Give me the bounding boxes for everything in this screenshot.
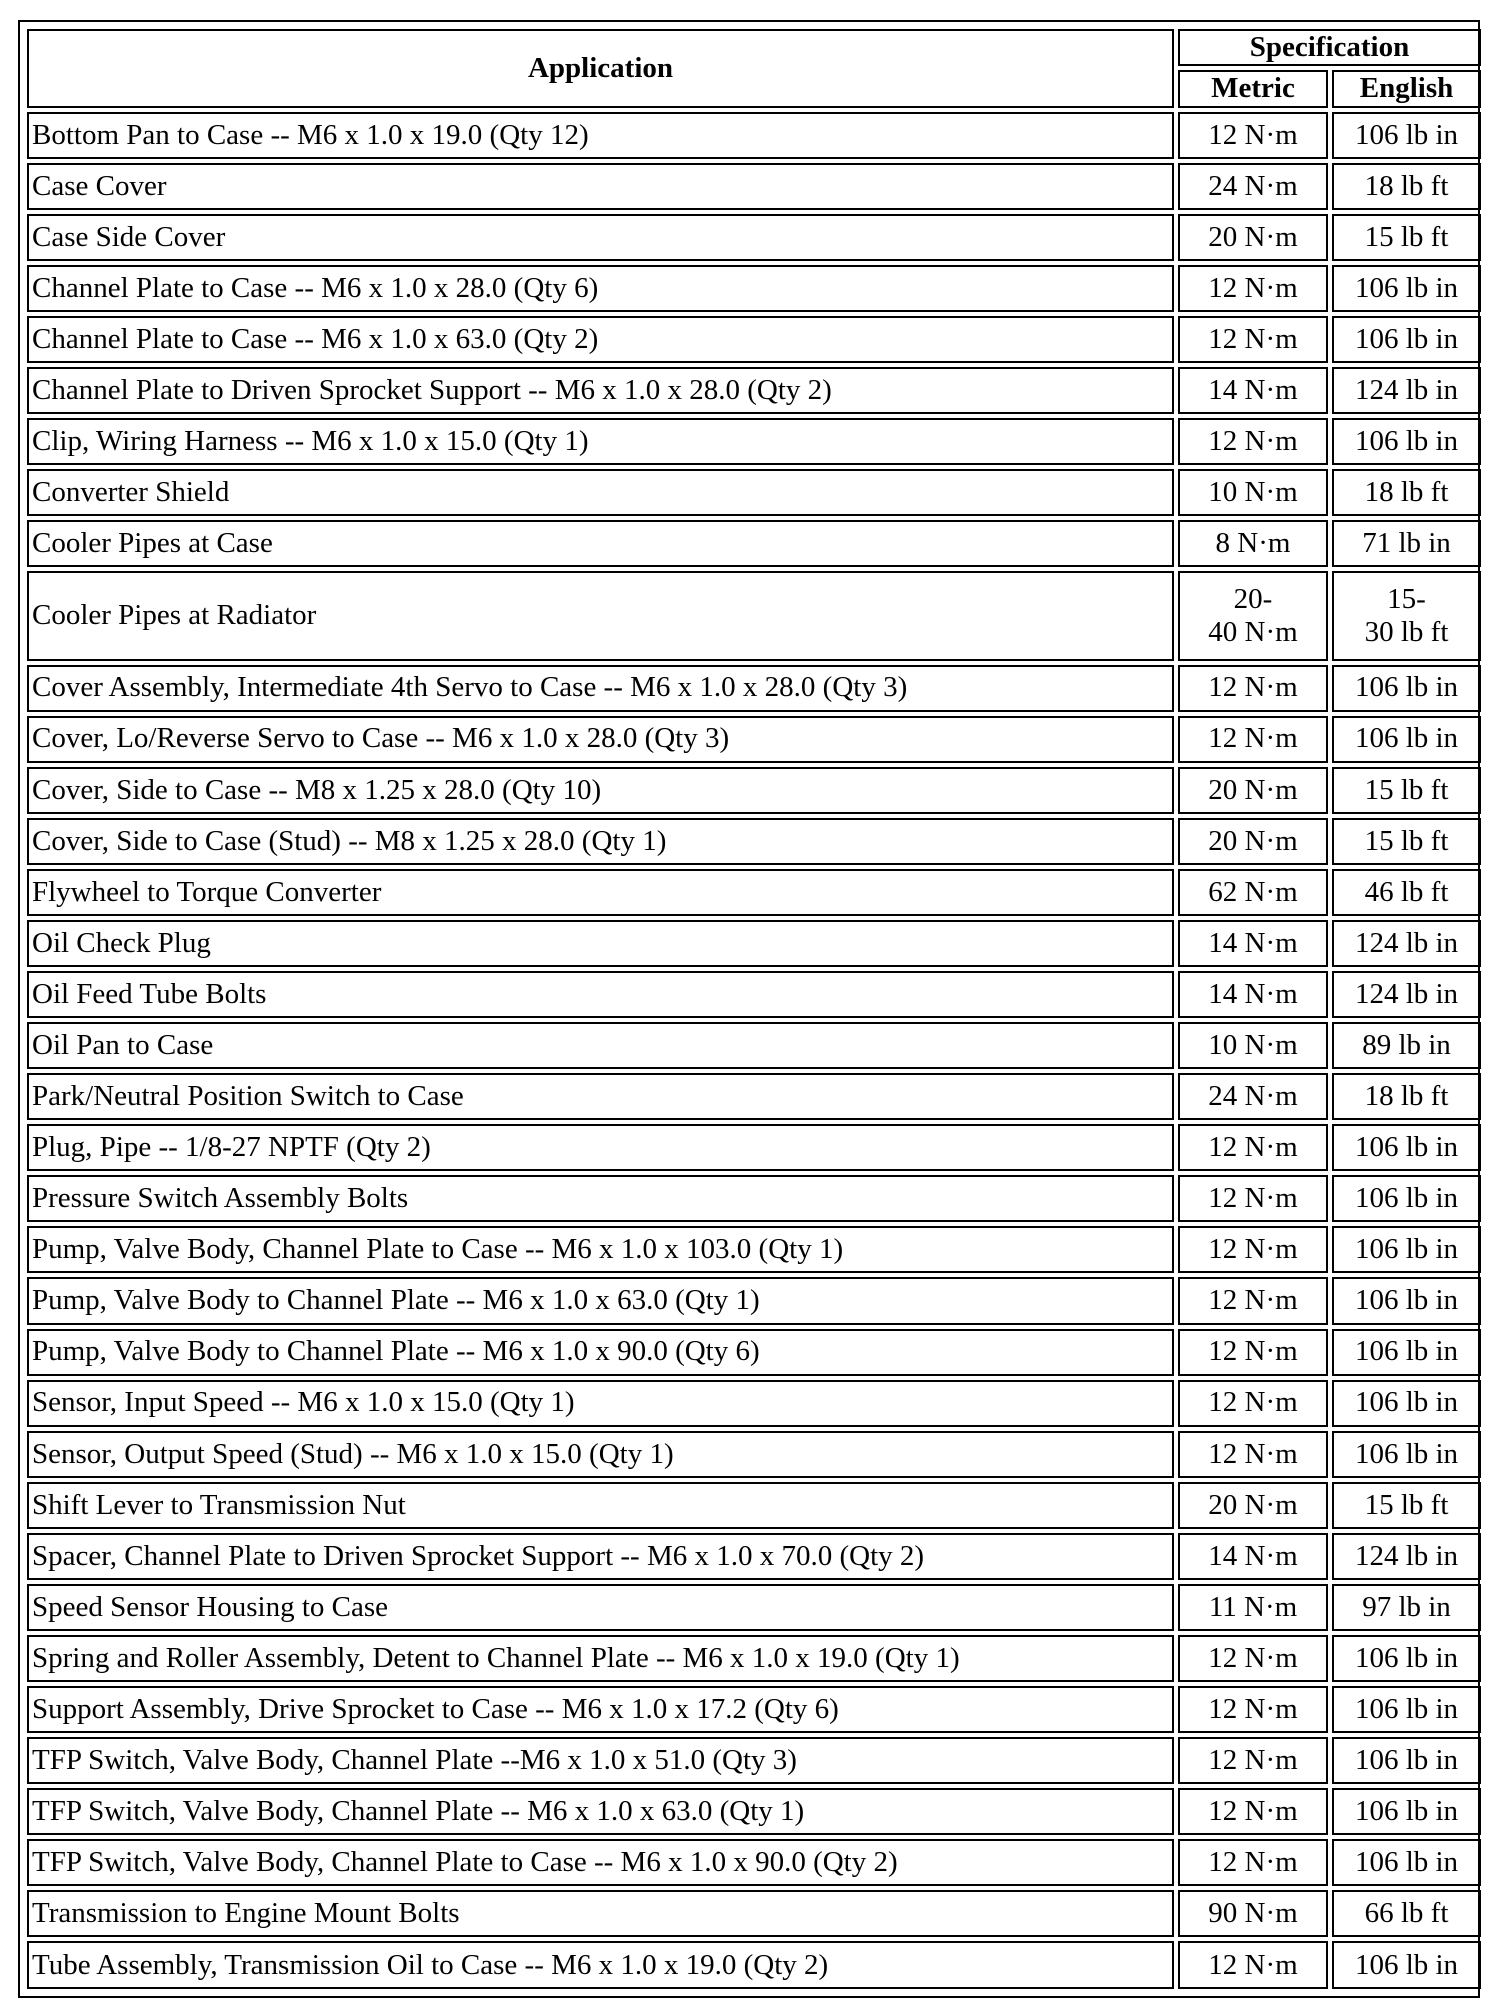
application-header: Application — [27, 29, 1174, 108]
table-row — [27, 469, 1481, 516]
metric-cell: 12 N·m — [1178, 1788, 1328, 1835]
english-cell: 106 lb in — [1332, 1737, 1481, 1784]
english-header: English — [1332, 70, 1481, 107]
metric-cell: 90 N·m — [1178, 1890, 1328, 1937]
english-cell: 71 lb in — [1332, 520, 1481, 567]
application-cell: Cooler Pipes at Case — [27, 520, 1174, 567]
metric-cell: 14 N·m — [1178, 367, 1328, 414]
table-row — [27, 1890, 1481, 1937]
table-row — [27, 1277, 1481, 1324]
application-cell: Bottom Pan to Case -- M6 x 1.0 x 19.0 (Qty 12) — [27, 112, 1174, 159]
metric-cell: 12 N·m — [1178, 1175, 1328, 1222]
metric-cell: 14 N·m — [1178, 1533, 1328, 1580]
english-cell: 106 lb in — [1332, 1124, 1481, 1171]
metric-cell: 20 N·m — [1178, 818, 1328, 865]
english-cell: 106 lb in — [1332, 1635, 1481, 1682]
english-cell: 106 lb in — [1332, 112, 1481, 159]
metric-cell: 10 N·m — [1178, 1022, 1328, 1069]
application-cell: Park/Neutral Position Switch to Case — [27, 1073, 1174, 1120]
table-row — [27, 1073, 1481, 1120]
specification-header: Specification — [1178, 29, 1481, 66]
application-cell: Channel Plate to Case -- M6 x 1.0 x 63.0 (Qty 2) — [27, 316, 1174, 363]
metric-cell: 10 N·m — [1178, 469, 1328, 516]
metric-cell: 12 N·m — [1178, 1226, 1328, 1273]
table-row — [27, 1380, 1481, 1427]
table-row — [27, 1226, 1481, 1273]
metric-cell: 20 N·m — [1178, 767, 1328, 814]
application-cell: Oil Check Plug — [27, 920, 1174, 967]
table-row — [27, 265, 1481, 312]
metric-cell-line-1: 20- — [1233, 582, 1273, 615]
application-cell: Channel Plate to Case -- M6 x 1.0 x 28.0 (Qty 6) — [27, 265, 1174, 312]
english-cell: 18 lb ft — [1332, 1073, 1481, 1120]
english-cell: 106 lb in — [1332, 316, 1481, 363]
metric-cell-line-2: 40 N·m — [1208, 615, 1298, 648]
table-row — [27, 520, 1481, 567]
metric-cell — [1178, 571, 1328, 660]
english-cell: 106 lb in — [1332, 1788, 1481, 1835]
table-row — [27, 1788, 1481, 1835]
metric-cell: 12 N·m — [1178, 1380, 1328, 1427]
metric-cell: 12 N·m — [1178, 1941, 1328, 1989]
english-cell: 124 lb in — [1332, 971, 1481, 1018]
metric-cell: 12 N·m — [1178, 1737, 1328, 1784]
english-cell: 15 lb ft — [1332, 767, 1481, 814]
metric-cell: 12 N·m — [1178, 665, 1328, 712]
metric-cell: 12 N·m — [1178, 1124, 1328, 1171]
english-cell: 106 lb in — [1332, 418, 1481, 465]
application-cell: Case Cover — [27, 163, 1174, 210]
table-row — [27, 1686, 1481, 1733]
application-cell: Cover, Side to Case -- M8 x 1.25 x 28.0 (Qty 10) — [27, 767, 1174, 814]
metric-cell: 12 N·m — [1178, 316, 1328, 363]
table-row — [27, 418, 1481, 465]
application-cell: Cover, Side to Case (Stud) -- M8 x 1.25 x 28.0 (Qty 1) — [27, 818, 1174, 865]
table-row — [27, 1175, 1481, 1222]
english-cell: 106 lb in — [1332, 1226, 1481, 1273]
table-row — [27, 1482, 1481, 1529]
metric-cell: 12 N·m — [1178, 716, 1328, 763]
application-cell: Cover Assembly, Intermediate 4th Servo to Case -- M6 x 1.0 x 28.0 (Qty 3) — [27, 665, 1174, 712]
english-cell: 89 lb in — [1332, 1022, 1481, 1069]
table-row — [27, 1941, 1481, 1989]
metric-header: Metric — [1178, 70, 1328, 107]
table-row — [27, 767, 1481, 814]
table-row — [27, 1329, 1481, 1376]
table-body — [27, 112, 1481, 1989]
application-cell: Pressure Switch Assembly Bolts — [27, 1175, 1174, 1222]
metric-cell: 12 N·m — [1178, 1635, 1328, 1682]
table-row — [27, 665, 1481, 712]
table-row — [27, 214, 1481, 261]
english-cell: 106 lb in — [1332, 265, 1481, 312]
english-cell: 106 lb in — [1332, 1839, 1481, 1886]
table-row — [27, 716, 1481, 763]
application-cell: Oil Feed Tube Bolts — [27, 971, 1174, 1018]
metric-cell: 11 N·m — [1178, 1584, 1328, 1631]
application-cell: Cooler Pipes at Radiator — [27, 571, 1174, 660]
application-cell: Sensor, Input Speed -- M6 x 1.0 x 15.0 (Qty 1) — [27, 1380, 1174, 1427]
metric-cell: 14 N·m — [1178, 920, 1328, 967]
application-cell: Pump, Valve Body to Channel Plate -- M6 x 1.0 x 90.0 (Qty 6) — [27, 1329, 1174, 1376]
application-cell: Clip, Wiring Harness -- M6 x 1.0 x 15.0 (Qty 1) — [27, 418, 1174, 465]
metric-cell: 12 N·m — [1178, 1431, 1328, 1478]
table-row — [27, 571, 1481, 660]
english-cell — [1332, 571, 1481, 660]
application-cell: Sensor, Output Speed (Stud) -- M6 x 1.0 x 15.0 (Qty 1) — [27, 1431, 1174, 1478]
english-cell: 15 lb ft — [1332, 214, 1481, 261]
english-cell: 15 lb ft — [1332, 818, 1481, 865]
english-cell: 66 lb ft — [1332, 1890, 1481, 1937]
table-row — [27, 1839, 1481, 1886]
application-cell: Plug, Pipe -- 1/8-27 NPTF (Qty 2) — [27, 1124, 1174, 1171]
english-cell-line-2: 30 lb ft — [1364, 615, 1449, 648]
metric-cell: 24 N·m — [1178, 1073, 1328, 1120]
application-cell: Speed Sensor Housing to Case — [27, 1584, 1174, 1631]
application-cell: Pump, Valve Body to Channel Plate -- M6 x 1.0 x 63.0 (Qty 1) — [27, 1277, 1174, 1324]
metric-cell: 12 N·m — [1178, 1686, 1328, 1733]
table-row — [27, 1022, 1481, 1069]
table-row — [27, 920, 1481, 967]
table-row — [27, 1584, 1481, 1631]
english-cell: 124 lb in — [1332, 1533, 1481, 1580]
header-row-1 — [27, 29, 1481, 66]
table-row — [27, 1737, 1481, 1784]
table-row — [27, 971, 1481, 1018]
english-cell: 106 lb in — [1332, 1380, 1481, 1427]
application-cell: TFP Switch, Valve Body, Channel Plate -- M6 x 1.0 x 63.0 (Qty 1) — [27, 1788, 1174, 1835]
application-cell: Spacer, Channel Plate to Driven Sprocket Support -- M6 x 1.0 x 70.0 (Qty 2) — [27, 1533, 1174, 1580]
table-row — [27, 869, 1481, 916]
metric-cell: 20 N·m — [1178, 214, 1328, 261]
english-cell: 106 lb in — [1332, 1941, 1481, 1989]
application-cell: Cover, Lo/Reverse Servo to Case -- M6 x 1.0 x 28.0 (Qty 3) — [27, 716, 1174, 763]
application-cell: Pump, Valve Body, Channel Plate to Case -- M6 x 1.0 x 103.0 (Qty 1) — [27, 1226, 1174, 1273]
torque-spec-table — [23, 25, 1485, 1993]
english-cell: 106 lb in — [1332, 1686, 1481, 1733]
english-cell: 124 lb in — [1332, 920, 1481, 967]
table-row — [27, 112, 1481, 159]
metric-cell: 12 N·m — [1178, 418, 1328, 465]
table-row — [27, 1431, 1481, 1478]
metric-cell: 12 N·m — [1178, 1839, 1328, 1886]
metric-cell: 24 N·m — [1178, 163, 1328, 210]
english-cell-line-1: 15- — [1387, 582, 1426, 615]
application-cell: Flywheel to Torque Converter — [27, 869, 1174, 916]
english-cell: 106 lb in — [1332, 1175, 1481, 1222]
english-cell: 18 lb ft — [1332, 163, 1481, 210]
application-cell: Support Assembly, Drive Sprocket to Case -- M6 x 1.0 x 17.2 (Qty 6) — [27, 1686, 1174, 1733]
english-cell: 106 lb in — [1332, 665, 1481, 712]
english-cell: 106 lb in — [1332, 1277, 1481, 1324]
table-row — [27, 367, 1481, 414]
application-cell: Spring and Roller Assembly, Detent to Channel Plate -- M6 x 1.0 x 19.0 (Qty 1) — [27, 1635, 1174, 1682]
application-cell: Transmission to Engine Mount Bolts — [27, 1890, 1174, 1937]
application-cell: Channel Plate to Driven Sprocket Support -- M6 x 1.0 x 28.0 (Qty 2) — [27, 367, 1174, 414]
table-row — [27, 316, 1481, 363]
table-row — [27, 1124, 1481, 1171]
metric-cell: 12 N·m — [1178, 265, 1328, 312]
metric-cell: 62 N·m — [1178, 869, 1328, 916]
metric-cell: 12 N·m — [1178, 1277, 1328, 1324]
metric-cell: 12 N·m — [1178, 112, 1328, 159]
english-cell: 18 lb ft — [1332, 469, 1481, 516]
metric-cell: 20 N·m — [1178, 1482, 1328, 1529]
application-cell: Tube Assembly, Transmission Oil to Case -- M6 x 1.0 x 19.0 (Qty 2) — [27, 1941, 1174, 1989]
english-cell: 46 lb ft — [1332, 869, 1481, 916]
application-cell: Converter Shield — [27, 469, 1174, 516]
english-cell: 97 lb in — [1332, 1584, 1481, 1631]
english-cell: 106 lb in — [1332, 716, 1481, 763]
torque-spec-table-frame — [18, 20, 1480, 1998]
metric-cell: 14 N·m — [1178, 971, 1328, 1018]
application-cell: Shift Lever to Transmission Nut — [27, 1482, 1174, 1529]
english-cell: 106 lb in — [1332, 1329, 1481, 1376]
application-cell: Case Side Cover — [27, 214, 1174, 261]
metric-cell: 12 N·m — [1178, 1329, 1328, 1376]
english-cell: 106 lb in — [1332, 1431, 1481, 1478]
metric-cell: 8 N·m — [1178, 520, 1328, 567]
english-cell: 15 lb ft — [1332, 1482, 1481, 1529]
application-cell: Oil Pan to Case — [27, 1022, 1174, 1069]
table-row — [27, 818, 1481, 865]
application-cell: TFP Switch, Valve Body, Channel Plate to Case -- M6 x 1.0 x 90.0 (Qty 2) — [27, 1839, 1174, 1886]
table-row — [27, 1635, 1481, 1682]
english-cell: 124 lb in — [1332, 367, 1481, 414]
table-row — [27, 163, 1481, 210]
table-row — [27, 1533, 1481, 1580]
application-cell: TFP Switch, Valve Body, Channel Plate --M6 x 1.0 x 51.0 (Qty 3) — [27, 1737, 1174, 1784]
